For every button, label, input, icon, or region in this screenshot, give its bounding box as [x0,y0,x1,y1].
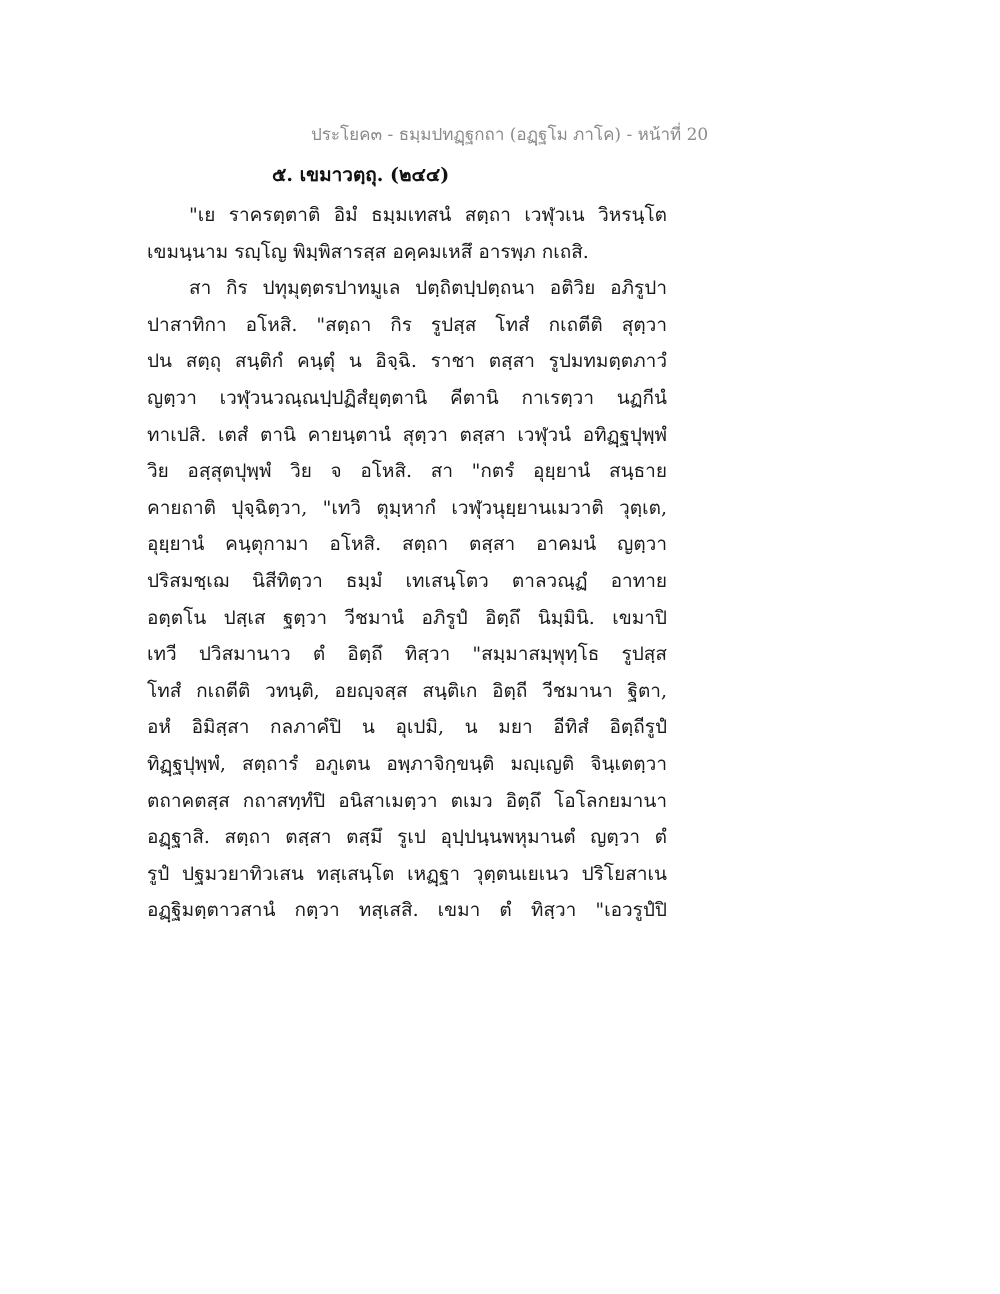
body-line: คายถาติ ปุจฺฉิตฺวา, "เทวิ ตุมฺหากํ เวฬุวนุยฺยานเมวาติ วุตฺเต, [147,496,667,519]
body-line: ญตฺวา เวฬุวนวณฺณปฺปฏิสํยุตฺตานิ คีตานิ กาเรตฺวา นฏกีนํ [147,386,667,409]
body-line: เขมนฺนาม รญฺโญ พิมฺพิสารสฺส อคฺคมเหสึ อารพฺภ กเถสิ. [147,240,589,263]
body-line: ปน สตฺถุ สนฺติกํ คนฺตุํ น อิจฺฉิ. ราชา ตสฺสา รูปมทมตฺตภาวํ [147,350,667,373]
body-line: อหํ อิมิสฺสา กลภาคํปิ น อุเปมิ, น มยา อีทิสํ อิตฺถีรูปํ [147,716,667,739]
body-line: ปริสมชฺเฌ นิสีทิตฺวา ธมฺมํ เทเสนฺโตว ตาลวณฺฏํ อาทาย [147,569,667,592]
body-text [147,197,667,929]
body-line: รูปํ ปฐมวยาทิวเสน ทสฺเสนฺโต เหฏฺฐา วุตฺตนเยเนว ปริโยสาเน [147,862,667,885]
body-line: ตถาคตสฺส กถาสทฺทํปิ อนิสาเมตฺวา ตเมว อิตฺถึ โอโลกยมานา [147,789,667,812]
body-line: ทาเปสิ. เตสํ ตานิ คายนฺตานํ สุตฺวา ตสฺสา เวฬุวนํ อทิฏฺฐปุพฺพํ [147,423,667,446]
body-line: อฏฺฐิมตฺตาวสานํ กตฺวา ทสฺเสสิ. เขมา ตํ ทิสฺวา "เอวรูปํปิ [147,899,667,922]
body-line: อฏฺฐาสิ. สตฺถา ตสฺสา ตสฺมึ รูเป อุปฺปนฺนพหุมานตํ ญตฺวา ตํ [147,826,667,849]
body-line: ทิฏฺฐปุพฺพํ, สตฺถารํ อภูเตน อพฺภาจิกฺขนฺติ มญฺเญติ จินฺเตตฺวา [147,752,667,775]
section-title: ๕. เขมาวตฺถุ. (๒๔๔) [272,164,450,186]
body-line: อตฺตโน ปสฺเส ฐตฺวา วีชมานํ อภิรูปํ อิตฺถึ นิมฺมินิ. เขมาปิ [147,606,667,629]
body-line: สา กิร ปทุมุตฺตรปาทมูเล ปตฺถิตปฺปตฺถนา อติวิย อภิรูปา [189,277,667,300]
body-line: เทวี ปวิสมานาว ตํ อิตฺถึ ทิสฺวา "สมฺมาสมฺพุทฺโธ รูปสฺส [147,643,667,666]
body-line: วิย อสฺสุตปุพฺพํ วิย จ อโหสิ. สา "กตรํ อุยฺยานํ สนฺธาย [147,460,667,483]
body-line: ปาสาทิกา อโหสิ. "สตฺถา กิร รูปสฺส โทสํ กเถตีติ สุตฺวา [147,313,667,336]
body-line: อุยฺยานํ คนฺตุกามา อโหสิ. สตฺถา ตสฺสา อาคมนํ ญตฺวา [147,533,667,556]
body-line: "เย ราครตฺตาติ อิมํ ธมฺมเทสนํ สตฺถา เวฬุวเน วิหรนฺโต [189,204,667,226]
running-header: ประโยค๓ - ธมฺมปทฏฺฐกถา (อฏฺฐโม ภาโค) - หน้าที่ 20 [311,125,709,145]
body-line: โทสํ กเถตีติ วทนฺติ, อยญฺจสฺส สนฺติเก อิตฺถี วีชมานา ฐิตา, [147,679,667,702]
